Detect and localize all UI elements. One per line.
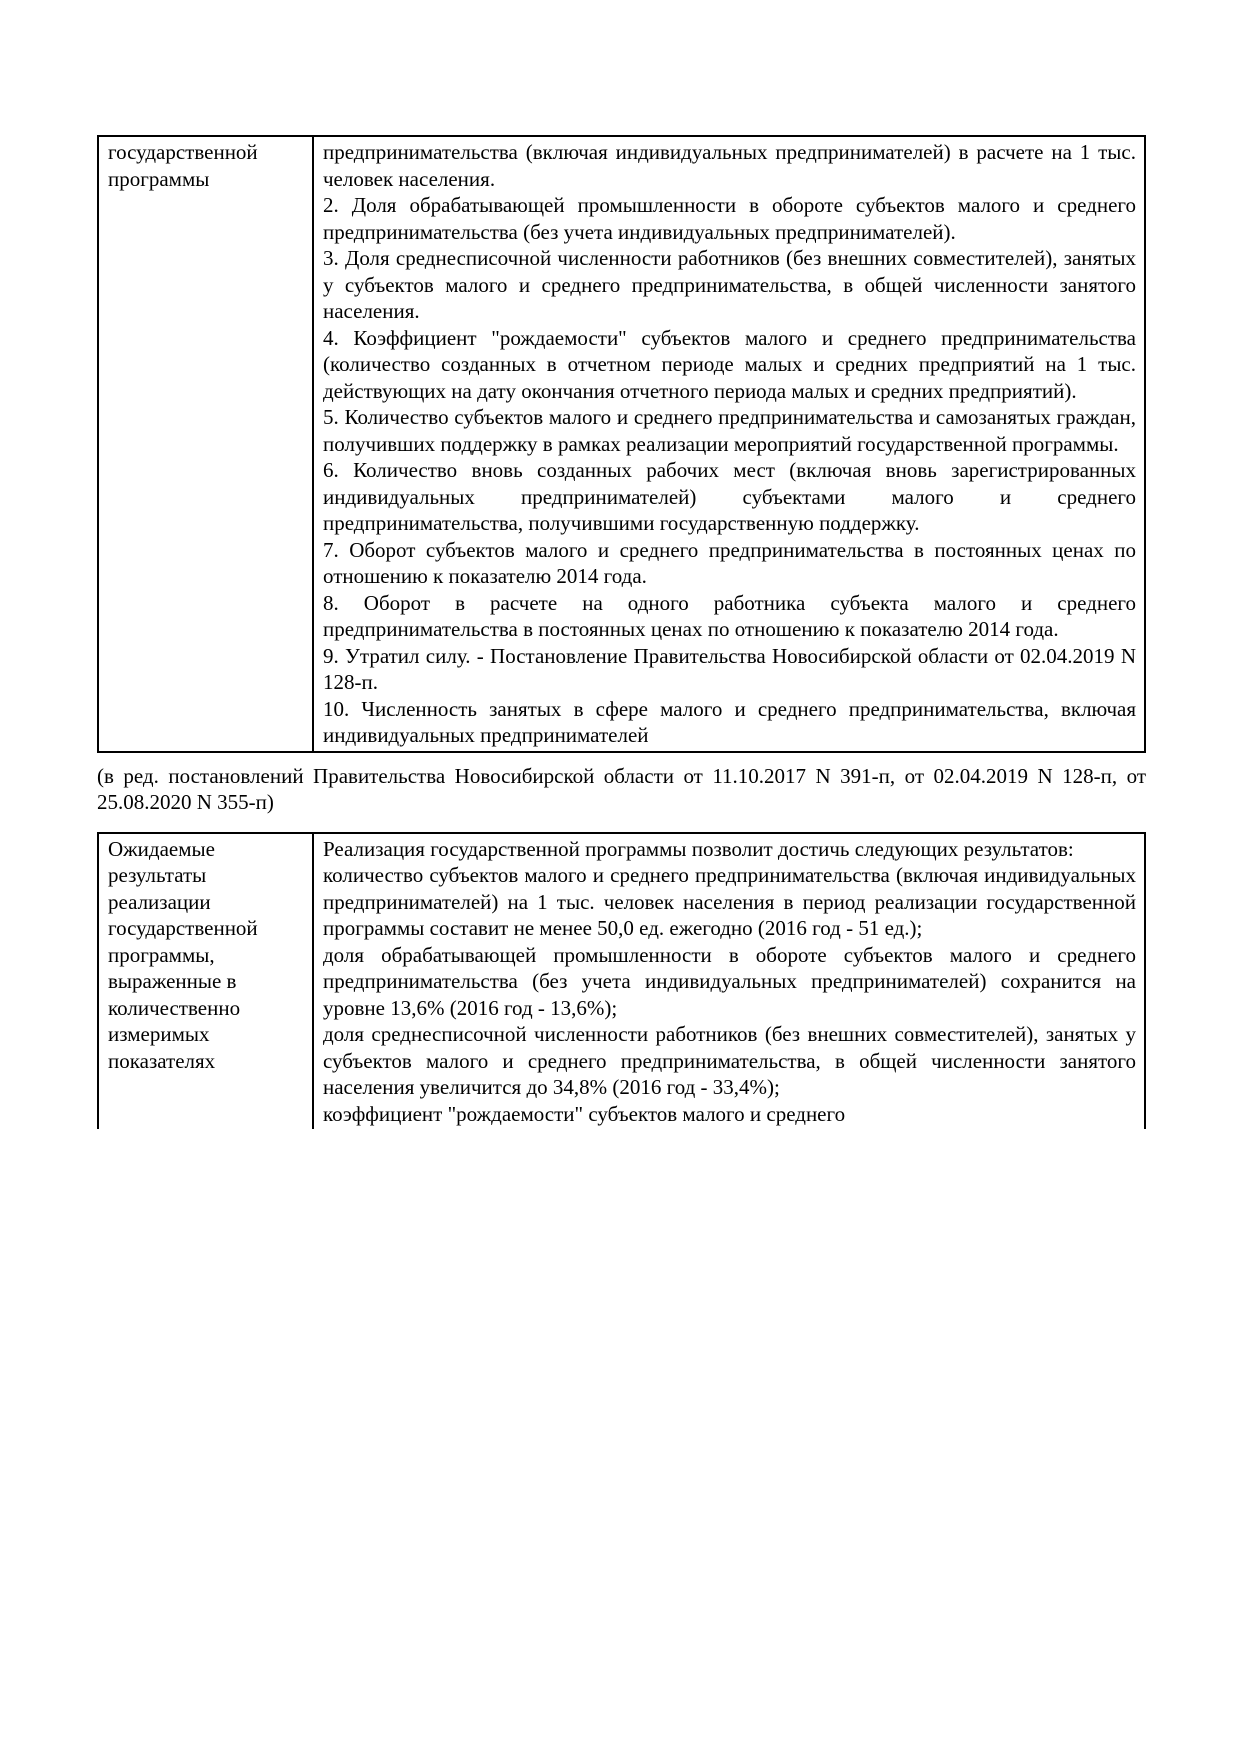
paragraph: 8. Оборот в расчете на одного работника субъекта малого и среднего предпринимательства в постоянных ценах по отношению к показателю 2014 года. xyxy=(323,590,1136,641)
paragraph: 2. Доля обрабатывающей промышленности в обороте субъектов малого и среднего предпринимательства (без учета индивидуальных предпринимателей). xyxy=(323,193,1136,244)
table-row-expected-results xyxy=(97,832,1146,1130)
paragraph: предпринимательства (включая индивидуальных предпринимателей) в расчете на 1 тыс. человек населения. xyxy=(323,140,1136,191)
table-cell-content xyxy=(314,834,1144,1130)
amendment-note: (в ред. постановлений Правительства Новосибирской области от 11.10.2017 N 391-п, от 02.04.2019 N 128-п, от 25.08.2020 N 355-п) xyxy=(97,763,1146,814)
paragraph: 10. Численность занятых в сфере малого и среднего предпринимательства, включая индивидуальных предпринимателей xyxy=(323,696,1136,747)
paragraph: Реализация государственной программы позволит достичь следующих результатов: xyxy=(323,836,1074,861)
row-label-text: Ожидаемые результаты реализации государственной программы, выраженные в количественно измеримых показателях xyxy=(108,836,258,1073)
paragraph: доля среднесписочной численности работников (без внешних совместителей), занятых у субъектов малого и среднего предпринимательства, в общей численности занятого населения увеличится до 34,8% (2016 год - 33,4%); xyxy=(323,1022,1136,1099)
table-row-program-indicators xyxy=(97,135,1146,753)
paragraph: 5. Количество субъектов малого и среднего предпринимательства и самозанятых граждан, получивших поддержку в рамках реализации мероприятий государственной программы. xyxy=(323,405,1136,456)
paragraph: коэффициент "рождаемости" субъектов малого и среднего xyxy=(323,1101,846,1126)
paragraph: 6. Количество вновь созданных рабочих мест (включая вновь зарегистрированных индивидуальных предпринимателей) субъектами малого и среднего предпринимательства, получившими государственную поддержку. xyxy=(323,458,1136,535)
paragraph: доля обрабатывающей промышленности в обороте субъектов малого и среднего предпринимательства (без учета индивидуальных предпринимателей) сохранится на уровне 13,6% (2016 год - 13,6%); xyxy=(323,942,1136,1020)
table-cell-label xyxy=(99,834,314,1130)
document-body xyxy=(97,135,1146,1129)
paragraph: 4. Коэффициент "рождаемости" субъектов малого и среднего предпринимательства (количество созданных в отчетном периоде малых и средних предприятий на 1 тыс. действующих на дату окончания отчетного периода малых и средних предприятий). xyxy=(323,325,1136,403)
paragraph: 9. Утратил силу. - Постановление Правительства Новосибирской области от 02.04.2019 N 128-п. xyxy=(323,643,1136,694)
paragraph: 7. Оборот субъектов малого и среднего предпринимательства в постоянных ценах по отношению к показателю 2014 года. xyxy=(323,537,1136,588)
paragraph: 3. Доля среднесписочной численности работников (без внешних совместителей), занятых у субъектов малого и среднего предпринимательства, в общей численности занятого населения. xyxy=(323,246,1136,323)
table-cell-label xyxy=(99,137,314,751)
paragraph: количество субъектов малого и среднего предпринимательства (включая индивидуальных предпринимателей) на 1 тыс. человек населения в период реализации государственной программы составит не менее 50,0 ед. ежегодно (2016 год - 51 ед.); xyxy=(323,863,1136,940)
row-label-text: государственной программы xyxy=(108,140,258,191)
table-cell-content xyxy=(314,137,1144,751)
